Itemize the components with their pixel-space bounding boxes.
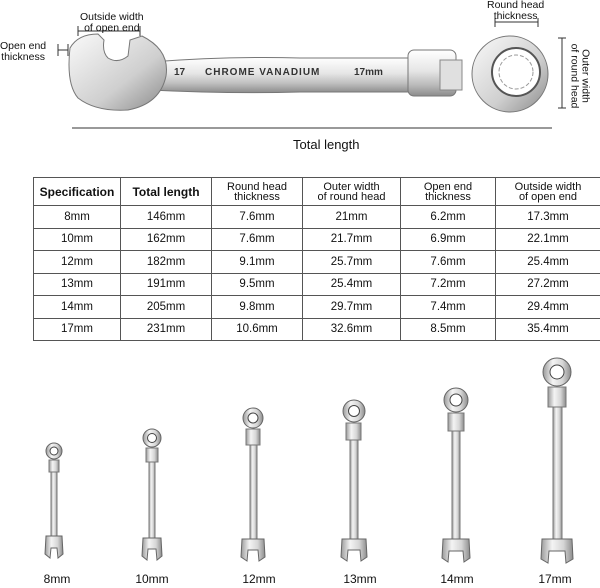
table-cell: 6.9mm [401,228,496,251]
table-cell: 25.7mm [303,251,401,274]
table-row [34,318,600,341]
table-cell: 162mm [121,228,212,251]
table-cell: 7.2mm [401,273,496,296]
table-header-row [34,178,600,206]
table-cell: 7.6mm [401,251,496,274]
label-outer-width-round-head: Outer width of round head [568,43,592,109]
label-round-head-thickness: Round head thickness [487,0,545,22]
header-round-head-thickness: Round head thickness [212,178,303,206]
header-open-end-thickness: Open end thickness [401,178,496,206]
wrench-8mm [45,443,63,558]
table-cell: 8.5mm [401,318,496,341]
table-cell: 9.8mm [212,296,303,319]
table-cell: 8mm [34,206,121,229]
header-total-length: Total length [121,178,212,206]
size-label-12mm: 12mm [242,572,276,586]
wrench-17mm [541,358,573,563]
header-outside-width-open-end: Outside width of open end [496,178,600,206]
wrench-10mm [142,429,162,560]
table-cell: 21.7mm [303,228,401,251]
table-cell: 13mm [34,273,121,296]
table-cell: 191mm [121,273,212,296]
table-cell: 12mm [34,251,121,274]
table-cell: 27.2mm [496,273,600,296]
table-cell: 22.1mm [496,228,600,251]
table-cell: 10.6mm [212,318,303,341]
table-row [34,273,600,296]
table-cell: 25.4mm [303,273,401,296]
table-cell: 205mm [121,296,212,319]
wrench-12mm [241,408,265,561]
table-cell: 35.4mm [496,318,600,341]
table-cell: 146mm [121,206,212,229]
table-cell: 29.4mm [496,296,600,319]
table-cell: 32.6mm [303,318,401,341]
wrench-13mm [341,400,367,561]
size-label-17mm: 17mm [538,572,572,586]
table-cell: 29.7mm [303,296,401,319]
size-label-14mm: 14mm [440,572,474,586]
table-cell: 182mm [121,251,212,274]
wrench-brand-text: CHROME VANADIUM [205,67,321,78]
wrench-size-right-text: 17mm [354,67,383,78]
table-cell: 231mm [121,318,212,341]
table-row [34,251,600,274]
table-cell: 17.3mm [496,206,600,229]
table-cell: 17mm [34,318,121,341]
table-row [34,206,600,229]
label-total-length: Total length [293,137,360,152]
table-cell: 9.1mm [212,251,303,274]
table-row [34,228,600,251]
label-open-end-thickness: Open end thickness [0,40,47,63]
wrench-lineup [0,350,600,570]
label-outside-width-open-end: Outside width of open end [80,11,144,34]
table-cell: 7.6mm [212,228,303,251]
table-row [34,296,600,319]
size-label-8mm: 8mm [43,572,71,586]
wrench-14mm [442,388,470,562]
size-label-10mm: 10mm [135,572,169,586]
table-cell: 25.4mm [496,251,600,274]
header-specification: Specification [34,178,121,206]
header-outer-width-round-head: Outer width of round head [303,178,401,206]
table-cell: 7.4mm [401,296,496,319]
table-cell: 10mm [34,228,121,251]
wrench-size-left-text: 17 [174,67,186,78]
spec-table [33,177,600,341]
table-cell: 21mm [303,206,401,229]
table-cell: 7.6mm [212,206,303,229]
table-cell: 6.2mm [401,206,496,229]
table-cell: 9.5mm [212,273,303,296]
size-label-13mm: 13mm [343,572,377,586]
table-cell: 14mm [34,296,121,319]
